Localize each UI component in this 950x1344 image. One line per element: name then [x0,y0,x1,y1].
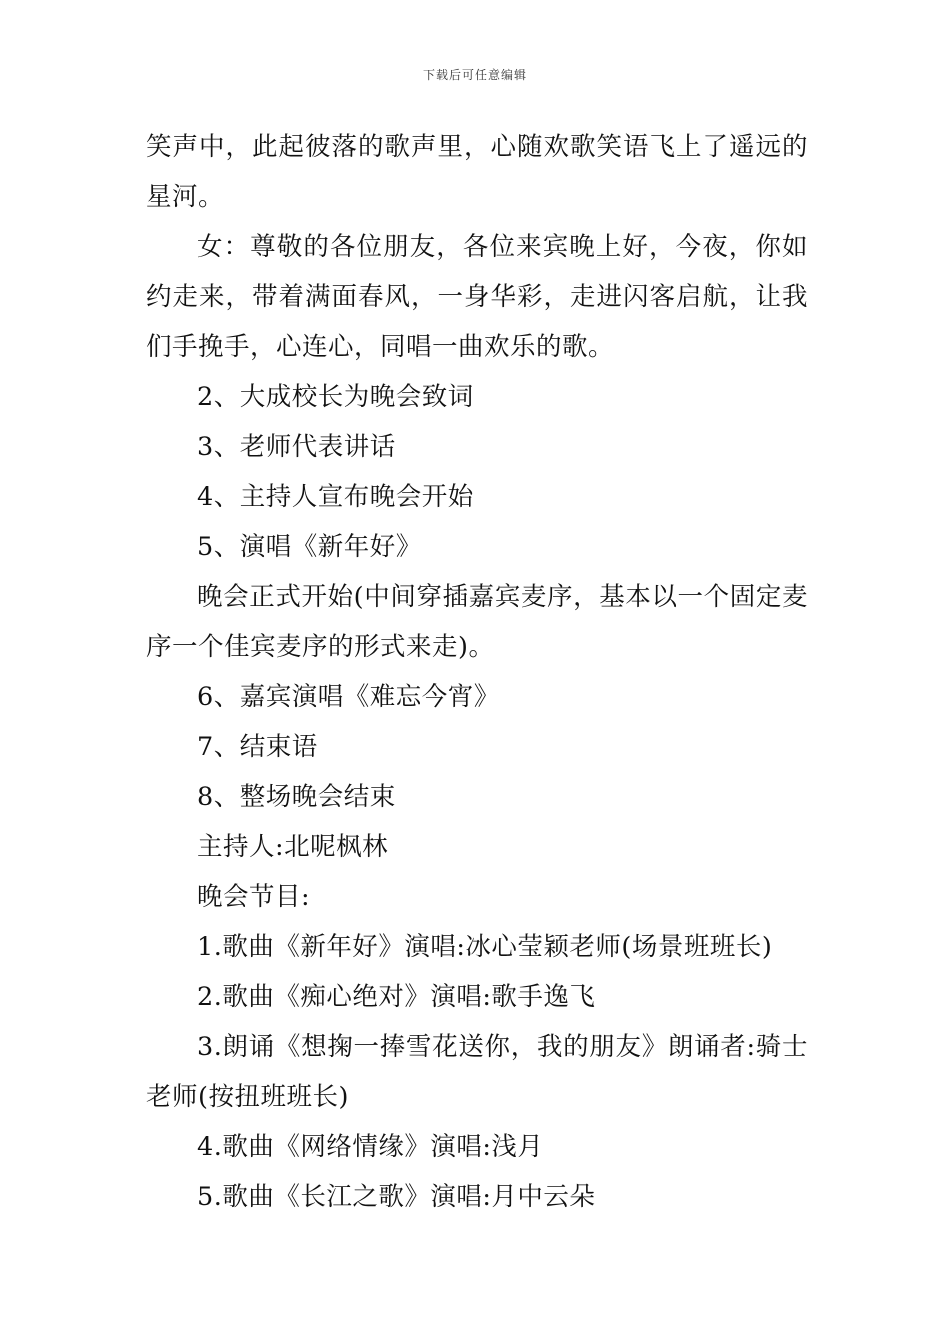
program-item-3: 3.朗诵《想掬一捧雪花送你，我的朋友》朗诵者:骑士老师(按扭班班长) [146,1032,808,1112]
program-heading: 晚会节目: [197,882,311,912]
agenda-item-5: 5、演唱《新年好》 [197,532,422,562]
agenda-item-3: 3、老师代表讲话 [197,432,396,462]
program-item-4: 4.歌曲《网络情缘》演唱:浅月 [197,1132,544,1162]
paragraph-intro-continuation: 笑声中，此起彼落的歌声里，心随欢歌笑语飞上了遥远的星河。 [146,132,808,212]
agenda-item-6: 6、嘉宾演唱《难忘今宵》 [197,682,500,712]
paragraph-female-host-speech: 女：尊敬的各位朋友，各位来宾晚上好，今夜，你如约走来，带着满面春风，一身华彩，走进闪客启航，让我们手挽手，心连心，同唱一曲欢乐的歌。 [146,232,808,362]
paragraph-gala-start: 晚会正式开始(中间穿插嘉宾麦序，基本以一个固定麦序一个佳宾麦序的形式来走)。 [146,582,808,662]
document-body [146,122,808,1222]
program-item-1: 1.歌曲《新年好》演唱:冰心莹颖老师(场景班班长) [197,932,773,962]
agenda-item-4: 4、主持人宣布晚会开始 [197,482,474,512]
agenda-item-8: 8、整场晚会结束 [197,782,396,812]
page-header-note: 下载后可任意编辑 [422,68,527,82]
program-item-2: 2.歌曲《痴心绝对》演唱:歌手逸飞 [197,982,596,1012]
agenda-item-7: 7、结束语 [197,732,318,762]
agenda-item-2: 2、大成校长为晚会致词 [197,382,474,412]
program-item-5: 5.歌曲《长江之歌》演唱:月中云朵 [197,1182,596,1212]
host-line: 主持人:北呢枫林 [197,832,389,862]
